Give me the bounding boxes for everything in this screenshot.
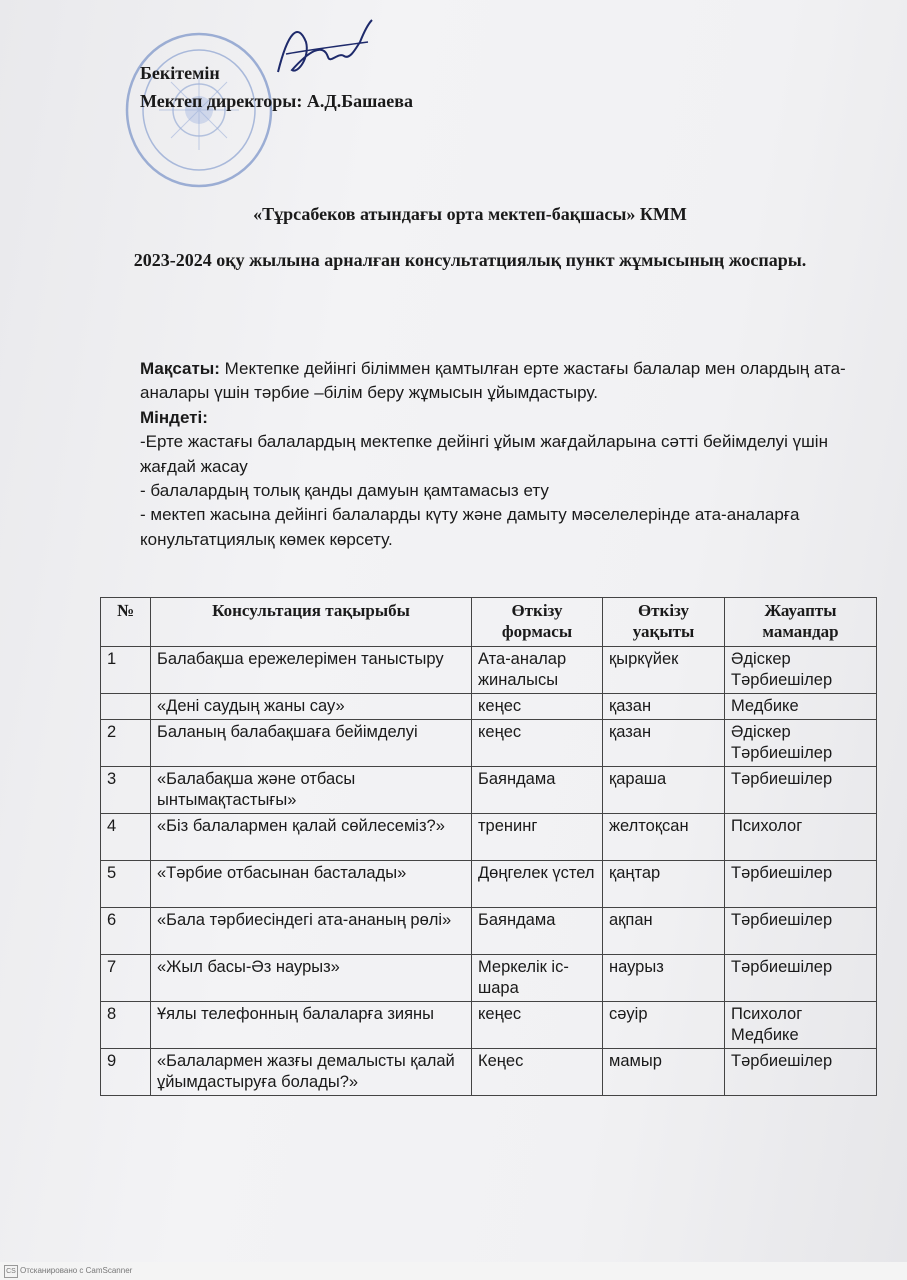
table-cell: Әдіскер Тәрбиешілер (725, 720, 877, 767)
table-cell: «Тәрбие отбасынан басталады» (151, 861, 472, 908)
table-cell: 5 (101, 861, 151, 908)
scanner-footer (0, 1262, 907, 1280)
column-header: Өткізу формасы (472, 598, 603, 647)
column-header: Жауапты мамандар (725, 598, 877, 647)
table-cell: Ұялы телефонның балаларға зияны (151, 1002, 472, 1049)
table-cell: қазан (603, 694, 725, 720)
table-row (101, 1002, 877, 1049)
table-cell: қазан (603, 720, 725, 767)
table-row (101, 908, 877, 955)
table-cell: «Балабақша және отбасы ынтымақтастығы» (151, 767, 472, 814)
table-cell: Тәрбиешілер (725, 861, 877, 908)
table-cell: Баланың балабақшаға бейімделуі (151, 720, 472, 767)
table-cell: «Дені саудың жаны сау» (151, 694, 472, 720)
table-cell: Психолог (725, 814, 877, 861)
task-item: -Ерте жастағы балалардың мектепке дейінгі ұйым жағдайларына сәтті бейімделуі үшін жағдай жасау (140, 432, 828, 476)
organization-title: «Тұрсабеков атындағы орта мектеп-бақшасы» КММ (253, 204, 687, 224)
column-header: № (101, 598, 151, 647)
table-cell: наурыз (603, 955, 725, 1002)
table-cell: Ата-аналар жиналысы (472, 647, 603, 694)
table-cell: Кеңес (472, 1049, 603, 1096)
table-cell: 7 (101, 955, 151, 1002)
table-cell: Психолог Медбике (725, 1002, 877, 1049)
table-cell: Баяндама (472, 908, 603, 955)
table-row (101, 647, 877, 694)
table-cell: Меркелік іс-шара (472, 955, 603, 1002)
table-row (101, 720, 877, 767)
table-cell: Әдіскер Тәрбиешілер (725, 647, 877, 694)
plan-description (140, 357, 860, 552)
tasks-label: Міндеті: (140, 407, 208, 427)
table-cell: кеңес (472, 694, 603, 720)
table-cell: Тәрбиешілер (725, 955, 877, 1002)
director-line: Мектеп директоры: А.Д.Башаева (140, 91, 414, 111)
table-cell: қыркүйек (603, 647, 725, 694)
table-cell: Баяндама (472, 767, 603, 814)
table-cell: сәуір (603, 1002, 725, 1049)
consultation-plan-table (100, 597, 877, 1096)
table-row (101, 861, 877, 908)
table-cell: Тәрбиешілер (725, 767, 877, 814)
table-cell: мамыр (603, 1049, 725, 1096)
column-header: Өткізу уақыты (603, 598, 725, 647)
table-cell: 1 (101, 647, 151, 694)
scanner-caption: Отсканировано с CamScanner (20, 1266, 133, 1275)
table-cell: «Біз балалармен қалай сөйлесеміз?» (151, 814, 472, 861)
table-cell: 3 (101, 767, 151, 814)
table-row (101, 814, 877, 861)
table-row (101, 955, 877, 1002)
task-item: - мектеп жасына дейінгі балаларды күту және дамыту мәселелерінде ата-аналарға конультатциялық көмек көрсету. (140, 505, 800, 549)
table-cell: «Жыл басы-Әз наурыз» (151, 955, 472, 1002)
table-cell: «Балалармен жазғы демалысты қалай ұйымдастыруға болады?» (151, 1049, 472, 1096)
table-cell: 9 (101, 1049, 151, 1096)
table-cell: қараша (603, 767, 725, 814)
table-cell (101, 694, 151, 720)
table-header-row (101, 598, 877, 647)
table-cell: 8 (101, 1002, 151, 1049)
approval-block (140, 59, 413, 115)
table-cell: ақпан (603, 908, 725, 955)
table-cell: кеңес (472, 1002, 603, 1049)
table-row (101, 1049, 877, 1096)
plan-title: 2023-2024 оқу жылына арналған консультатциялық пункт жұмысының жоспары. (133, 250, 807, 270)
table-row (101, 694, 877, 720)
table-cell: Медбике (725, 694, 877, 720)
table-cell: 4 (101, 814, 151, 861)
table-cell: желтоқсан (603, 814, 725, 861)
camscanner-logo: CS (4, 1265, 18, 1278)
table-cell: тренинг (472, 814, 603, 861)
table-cell: 6 (101, 908, 151, 955)
table-cell: 2 (101, 720, 151, 767)
table-row (101, 767, 877, 814)
table-cell: Балабақша ережелерімен таныстыру (151, 647, 472, 694)
goal-label: Мақсаты: (140, 359, 220, 378)
goal-text: Мектепке дейінгі біліммен қамтылған ерте жастағы балалар мен олардың ата-аналары үшін тәрбие –білім беру жұмысын ұйымдастыру. (140, 359, 846, 403)
approval-label: Бекітемін (140, 63, 220, 83)
table-cell: Тәрбиешілер (725, 1049, 877, 1096)
task-item: - балалардың толық қанды дамуын қамтамасыз ету (140, 481, 549, 501)
table-cell: қаңтар (603, 861, 725, 908)
table-cell: Дөңгелек үстел (472, 861, 603, 908)
goal-paragraph (140, 357, 860, 406)
column-header: Консультация тақырыбы (151, 598, 472, 647)
table-cell: «Бала тәрбиесіндегі ата-ананың рөлі» (151, 908, 472, 955)
table-cell: кеңес (472, 720, 603, 767)
table-cell: Тәрбиешілер (725, 908, 877, 955)
